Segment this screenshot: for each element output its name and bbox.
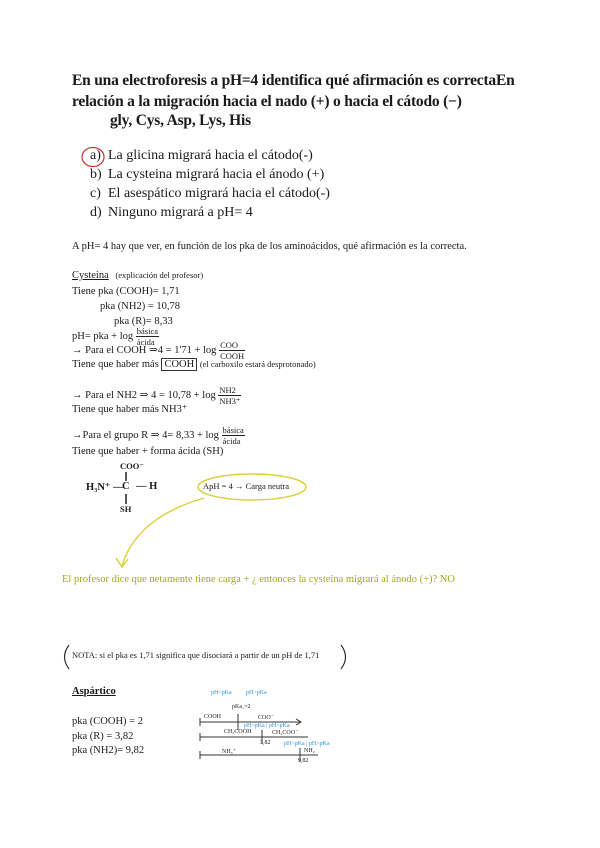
answer-circle	[80, 145, 106, 169]
asp-note-5: pH<pKa | pH>pKa	[284, 741, 330, 747]
option-a[interactable]	[90, 148, 313, 164]
cys-nh2-fraction	[218, 385, 241, 406]
option-c-letter: c)	[90, 186, 101, 201]
cys-cooh-conc-a: Tiene que haber más	[72, 359, 159, 370]
cys-pka-cooh: Tiene pka (COOH)= 1,71	[72, 286, 180, 297]
cys-pka-nh2: pka (NH2) = 10,78	[100, 301, 180, 312]
cys-cooh-conc-box: COOH	[161, 358, 197, 371]
struct-sh: SH	[120, 504, 132, 514]
struct-center: C	[122, 481, 130, 492]
option-b-letter: b)	[90, 167, 102, 182]
option-b[interactable]	[90, 167, 324, 183]
asp-pka-nh2: pka (NH2)= 9,82	[72, 745, 145, 756]
option-d[interactable]	[90, 205, 253, 221]
asp-note-1: pH<pKa	[211, 690, 232, 696]
cys-cooh-fraction	[219, 340, 245, 361]
cys-r-num: básica	[222, 425, 244, 435]
option-b-text: La cysteina migrará hacia el ánodo (+)	[108, 167, 325, 182]
cys-cooh-num: COO	[219, 340, 245, 351]
struct-right: — H	[136, 481, 158, 492]
asp-note-2: pH>pKa	[246, 690, 267, 696]
cys-cooh-conc-b: (el carboxilo estará desprotonado)	[199, 359, 316, 369]
cys-r-fraction	[222, 425, 245, 446]
asp-lbl-nh2: NH₂	[304, 748, 315, 754]
cys-cooh-den: COOH	[220, 351, 245, 361]
cys-heading: Cysteina	[72, 270, 109, 281]
question-line-2: relación a la migración hacia el nado (+) o hacia el cátodo (−)	[72, 93, 462, 110]
struct-coo: COO⁻	[120, 461, 144, 471]
cys-formula-num: básica	[136, 326, 159, 336]
professor-note: El profesor dice que netamente tiene carga + ¿ entonces la cysteina migrará al ánodo (+)? NO	[62, 574, 455, 585]
asp-note-4: pH<pKa | pH>pKa	[244, 723, 290, 729]
question-amino-list: gly, Cys, Asp, Lys, His	[110, 112, 251, 129]
asp-lbl-nh3: NH₃⁺	[222, 749, 236, 755]
cys-cooh-eq: → Para el COOH ⇒4 = 1'71 + log	[72, 344, 217, 356]
cys-nh2-eq: → Para el NH2 ⇒ 4 = 10,78 + log	[72, 389, 216, 401]
question-line-1: En una electroforesis a pH=4 identifica qué afirmación es correctaEn	[72, 72, 515, 89]
cys-pka-r: pka (R)= 8,33	[114, 316, 173, 327]
asp-lbl-982: 9,82	[298, 758, 309, 764]
cys-formula-lhs: pH= pka + log	[72, 330, 134, 342]
asp-pka-r: pka (R) = 3,82	[72, 731, 134, 742]
intro-text: A pH= 4 hay que ver, en función de los pka de los aminoácidos, qué afirmación es la correcta.	[72, 241, 467, 252]
option-a-letter: a)	[90, 148, 101, 163]
option-d-letter: d)	[90, 205, 102, 220]
cys-nh2-den: NH3⁺	[219, 396, 241, 406]
cys-note: (explicación del profesor)	[115, 270, 204, 280]
asp-lbl-ch2cooh: CH₂COOH	[224, 729, 252, 735]
struct-left: H₃N⁺ —	[86, 482, 124, 493]
cys-cooh-line	[72, 340, 245, 361]
cys-r-conclusion: Tiene que haber + forma ácida (SH)	[72, 446, 224, 457]
asp-lbl-ch2coo: CH₂COO⁻	[272, 730, 299, 736]
option-c-text: El asespático migrará hacia el cátodo(-)	[108, 186, 330, 201]
cys-r-eq: →Para el grupo R ⇒ 4= 8,33 + log	[72, 429, 219, 441]
cys-heading-row	[72, 270, 203, 281]
nota-text: NOTA: si el pka es 1,71 significa que disociará a partir de un pH de 1,71	[72, 650, 320, 660]
asp-lbl-coo: COO⁻	[258, 715, 274, 721]
cys-cooh-conclusion	[72, 359, 316, 370]
asp-pka1: pKa₁=2	[232, 704, 251, 710]
option-c[interactable]	[90, 186, 330, 202]
cys-nh2-conclusion: Tiene que haber más NH3⁺	[72, 404, 188, 415]
asp-pka-cooh: pka (COOH) = 2	[72, 716, 143, 727]
cys-nh2-num: NH2	[218, 385, 241, 396]
option-a-text: La glicina migrará hacia el cátodo(-)	[108, 148, 313, 163]
cys-r-line	[72, 425, 245, 446]
asp-heading: Aspártico	[72, 686, 116, 697]
asp-lbl-382: 3,82	[260, 740, 271, 746]
cys-r-den: ácida	[222, 436, 241, 446]
bubble-text: ApH = 4 → Carga neutra	[203, 481, 290, 491]
cys-formula-den: ácida	[136, 337, 155, 347]
asp-lbl-cooh: COOH	[204, 714, 222, 720]
option-d-text: Ninguno migrará a pH= 4	[108, 205, 253, 220]
